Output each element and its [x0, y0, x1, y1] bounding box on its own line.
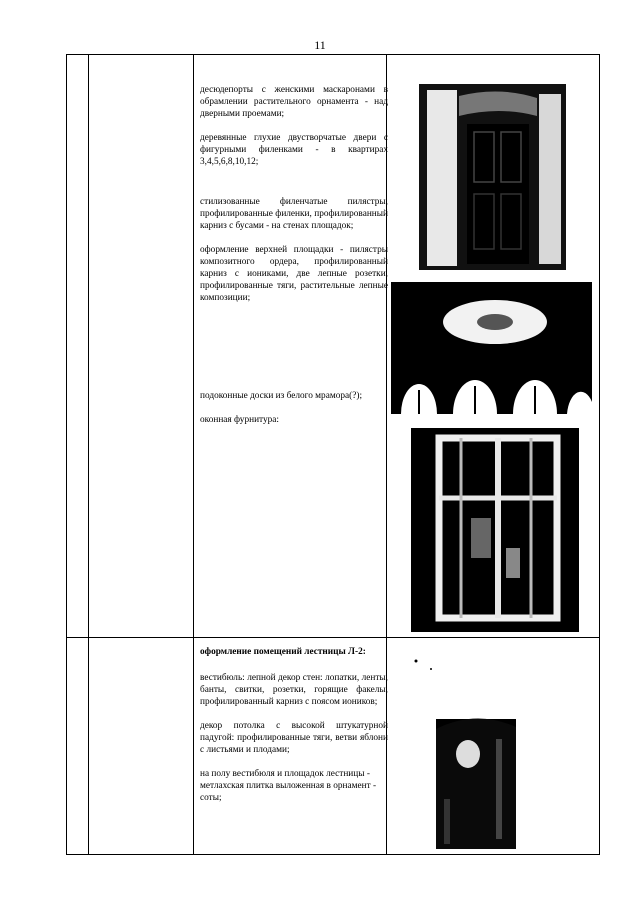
section-heading: оформление помещений лестницы Л-2:: [200, 647, 366, 657]
table-border-left: [66, 54, 67, 855]
photo-door: [419, 84, 566, 270]
page-number: 11: [314, 38, 326, 52]
description-item: подоконные доски из белого мрамора(?);: [200, 391, 363, 401]
description-item: вестибюль: лепной декор стен: лопатки, ленты, банты, свитки, розетки, горящие факелы, профилированный карниз с поясом иоников;: [200, 673, 388, 707]
table-border-right: [599, 54, 600, 855]
row1-description: [200, 84, 388, 438]
row-divider: [66, 637, 600, 638]
description-item: оформление верхней площадки - пилястры композитного ордера, профилированный карниз с иониками, две лепные розетки, профилированные тяги, растительные лепные композиции;: [200, 245, 388, 303]
description-item: декор потолка с высокой штукатурной падугой: профилированные тяги, ветви яблони с листьями и плодами;: [200, 721, 388, 755]
table-border-top: [66, 54, 600, 55]
column-divider: [88, 54, 89, 855]
row2-description: [200, 646, 388, 816]
photo-vestibule: [396, 649, 586, 849]
table-border-bottom: [66, 854, 600, 855]
photo-window: [411, 428, 579, 632]
inventory-table: [66, 54, 600, 855]
description-item: стилизованные филенчатые пилястры, профилированные филенки, профилированный карниз с бусами - на стенах площадок;: [200, 197, 388, 231]
description-item: десюдепорты с женскими маскаронами в обрамлении растительного орнамента - над дверными проемами;: [200, 85, 388, 119]
description-item: оконная фурнитура:: [200, 415, 280, 425]
description-item: на полу вестибюля и площадок лестницы - метлахская плитка выложенная в орнамент - соты;: [200, 769, 377, 803]
description-item: деревянные глухие двустворчатые двери с фигурными филенками - в квартирах 3,4,5,6,8,10,12;: [200, 133, 388, 167]
column-divider: [193, 54, 194, 855]
photo-ceiling-rosette: [391, 282, 592, 414]
